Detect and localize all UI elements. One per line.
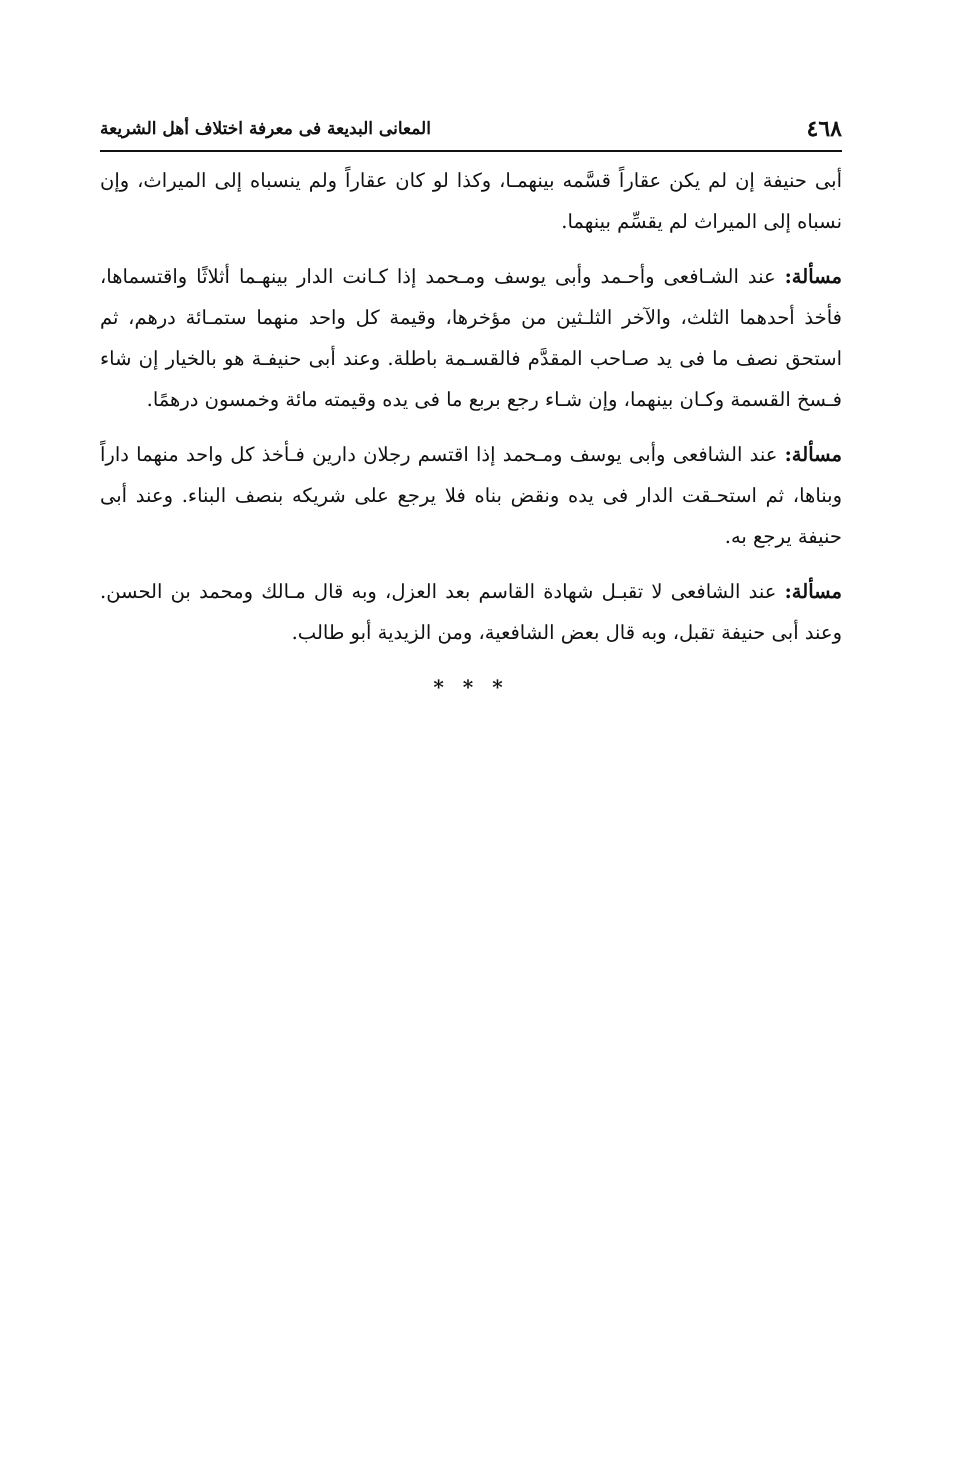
paragraph-text: عند الشـافعى وأحـمد وأبى يوسف ومـحمد إذا كـانت الدار بينهـما أثلاثًا واقتسماها، فأخذ أحدهما الثلث، والآخر الثلـثين من مؤخرها، وقيمة كل واحد منهما ستمـائة درهم، ثم استحق نصف ما فى يد صـاحب المقدَّم فالقسـمة باطلة. وعند أبى حنيفـة هو بالخيار إن شاء فـسخ القسمة وكـان بينهما، وإن شـاء رجع بربع ما فى يده وقيمته مائة وخمسون درهمًا. (100, 265, 842, 411)
paragraph-issue (100, 571, 842, 653)
issue-label: مسألة: (784, 443, 842, 466)
page-number: ٤٦٨ (806, 116, 842, 142)
paragraph-issue (100, 256, 842, 420)
body-text (100, 160, 842, 708)
running-title: المعانى البديعة فى معرفة اختلاف أهل الشريعة (100, 119, 431, 139)
header-rule (100, 150, 842, 152)
page-header (100, 112, 842, 146)
paragraph-text: عند الشافعى وأبى يوسف ومـحمد إذا اقتسم رجلان دارين فـأخذ كل واحد منهما داراً وبناها، ثم استحـقت الدار فى يده ونقض بناه فلا يرجع على شريكه بنصف البناء. وعند أبى حنيفة يرجع به. (100, 443, 842, 548)
issue-label: مسألة: (784, 580, 842, 603)
paragraph-issue (100, 434, 842, 557)
paragraph-continuation (100, 160, 842, 242)
issue-label: مسألة: (784, 265, 842, 288)
paragraph-text: عند الشافعى لا تقبـل شهادة القاسم بعد العزل، وبه قال مـالك ومحمد بن الحسن. وعند أبى حنيفة تقبل، وبه قال بعض الشافعية، ومن الزيدية أبو طالب. (100, 580, 842, 644)
paragraph-text: أبى حنيفة إن لم يكن عقاراً قسَّمه بينهمـا، وكذا لو كان عقاراً ولم ينسباه إلى الميراث، وإن نسباه إلى الميراث لم يقسِّم بينهما. (100, 169, 842, 233)
section-separator: * * * (433, 675, 509, 699)
